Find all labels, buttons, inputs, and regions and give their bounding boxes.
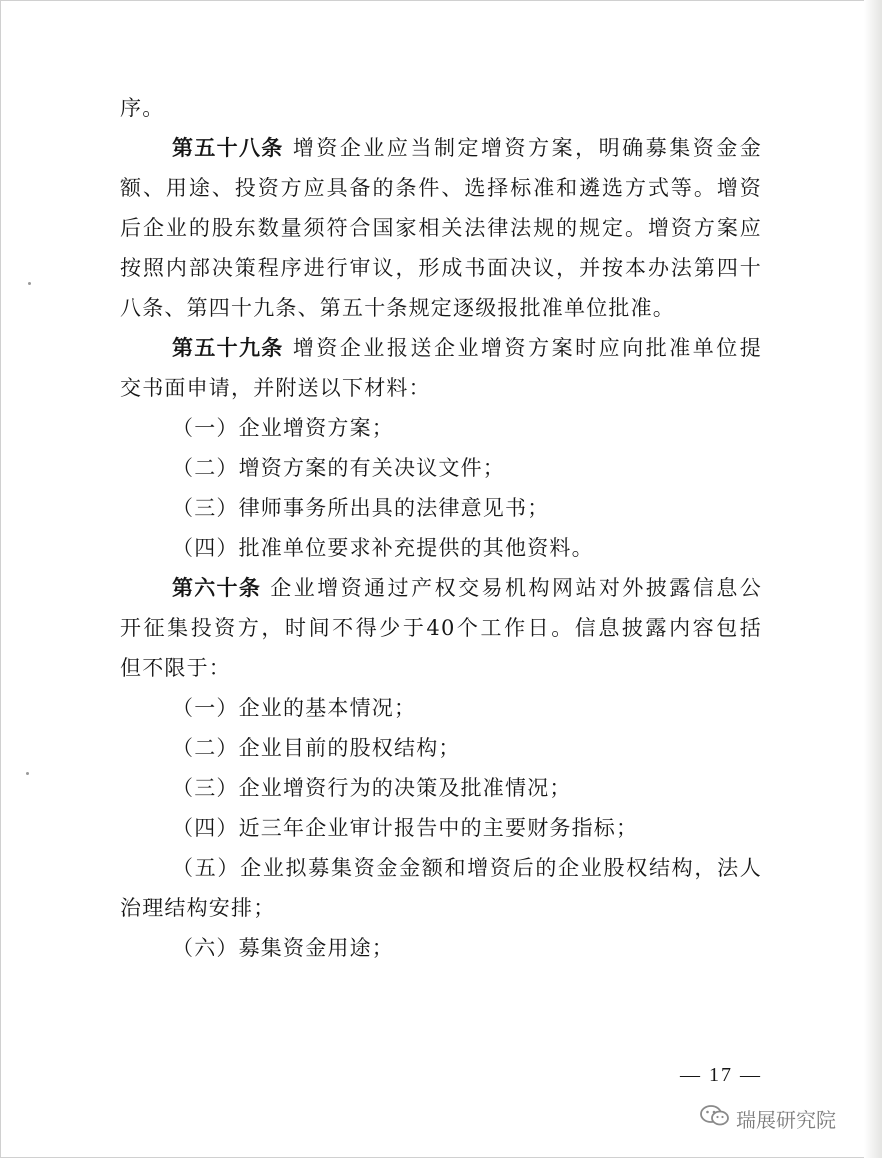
- text-line: 按照内部决策程序进行审议，形成书面决议，并按本办法第四十: [120, 256, 762, 280]
- article-59-line: [120, 328, 762, 368]
- list-item: （一）企业的基本情况；: [172, 696, 417, 720]
- list-item: （一）企业增资方案；: [172, 416, 394, 440]
- watermark-text: 瑞展研究院: [736, 1108, 836, 1132]
- article-60-line: [120, 568, 762, 608]
- list-item: （二）企业目前的股权结构；: [172, 736, 461, 760]
- article-58-line: [120, 128, 762, 168]
- list-item: （三）律师事务所出具的法律意见书；: [172, 496, 550, 520]
- watermark: [700, 1104, 836, 1133]
- text-line: 开征集投资方，时间不得少于40个工作日。信息披露内容包括: [120, 616, 762, 640]
- scan-speck: [26, 772, 29, 775]
- list-item: （五）企业拟募集资金金额和增资后的企业股权结构，法人: [172, 856, 762, 880]
- wechat-icon: [700, 1104, 730, 1133]
- list-item: （六）募集资金用途；: [172, 936, 394, 960]
- text-line: 治理结构安排；: [120, 896, 276, 920]
- article-text: 增资企业报送企业增资方案时应向批准单位提: [292, 336, 762, 360]
- article-head: 第五十八条: [172, 136, 284, 160]
- list-item: （三）企业增资行为的决策及批准情况；: [172, 776, 572, 800]
- document-body: [120, 88, 762, 968]
- page-edge-shadow: [864, 0, 882, 1158]
- list-item: （四）近三年企业审计报告中的主要财务指标；: [172, 816, 639, 840]
- text-line: 额、用途、投资方应具备的条件、选择标准和遴选方式等。增资: [120, 176, 762, 200]
- text-line: 但不限于：: [120, 656, 231, 680]
- article-text: 增资企业应当制定增资方案，明确募集资金金: [292, 136, 762, 160]
- list-item: （四）批准单位要求补充提供的其他资料。: [172, 536, 594, 560]
- scan-speck: [28, 282, 31, 285]
- text-line: 八条、第四十九条、第五十条规定逐级报批准单位批准。: [120, 296, 675, 320]
- text-line: 序。: [120, 96, 165, 120]
- article-text: 企业增资通过产权交易机构网站对外披露信息公: [270, 576, 762, 600]
- article-head: 第五十九条: [172, 336, 284, 360]
- article-head: 第六十条: [172, 576, 262, 600]
- page-number: — 17 —: [680, 1064, 762, 1086]
- list-item: （二）增资方案的有关决议文件；: [172, 456, 505, 480]
- text-line: 后企业的股东数量须符合国家相关法律法规的规定。增资方案应: [120, 216, 762, 240]
- text-line: 交书面申请，并附送以下材料：: [120, 376, 431, 400]
